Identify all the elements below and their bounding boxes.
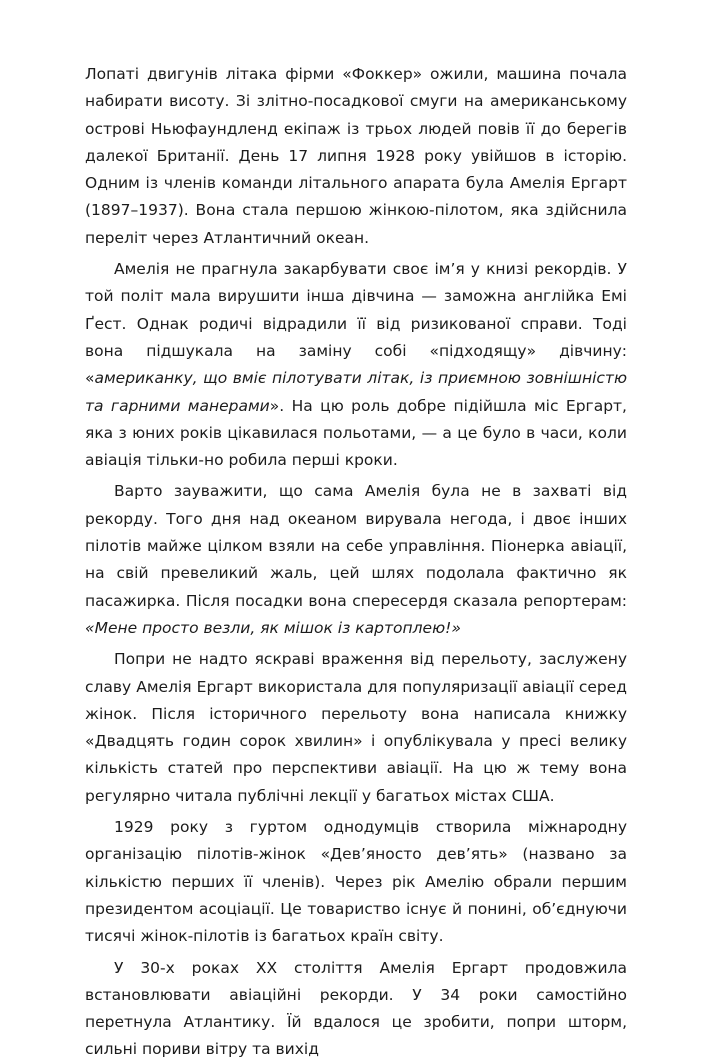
paragraph-5-text: 1929 року з гуртом однодумців створила міжнародну організацію пілотів-жінок «Дев’яносто дев’ять» (названо за кількістю перших її членів). Через рік Амелію обрали першим президентом асоціації. Це товариство існує й понині, об’єднуючи тисячі жінок-пілотів із багатьох країн світу.: [85, 818, 627, 946]
paragraph-2-text-b: ». На цю роль добре підійшла міс Ергарт, яка з юних років цікавилася польотами, — а це було в часи, коли авіація тільки-но робила перші кроки.: [85, 396, 627, 470]
paragraph-3-text: Варто зауважити, що сама Амелія була не в захваті від рекорду. Того дня над океаном вирувала негода, і двоє інших пілотів майже цілком взяли на себе управління. Піонерка авіації, на свій превеликий жаль, цей шлях подолала фактично як пасажирка. Після посадки вона спересердя сказала репортерам:: [85, 482, 627, 610]
paragraph-2: [85, 256, 627, 474]
paragraph-4-text: Попри не надто яскраві враження від перельоту, заслужену славу Амелія Ергарт використала для популяризації авіації серед жінок. Після історичного перельоту вона написала книжку «Двадцять годин сорок хвилин» і опублікувала у пресі велику кількість статей про перспективи авіації. На цю ж тему вона регулярно читала публічні лекції у багатьох містах США.: [85, 650, 627, 805]
paragraph-3: [85, 478, 627, 642]
paragraph-6-text: У 30-х роках XX століття Амелія Ергарт продовжила встановлювати авіаційні рекорди. У 34 роки самостійно перетнула Атлантику. Їй вдалося це зробити, попри шторм, сильні пориви вітру та вихід: [85, 958, 627, 1059]
book-page-text: [85, 61, 627, 1064]
paragraph-3-quote-italic: «Мене просто везли, як мішок із картоплею!»: [85, 618, 461, 637]
paragraph-1-text: Лопаті двигунів літака фірми «Фоккер» ожили, машина почала набирати висоту. Зі злітно-посадкової смуги на американському острові Ньюфаундленд екіпаж із трьох людей повів її до берегів далекої Британії. День 17 липня 1928 року увійшов в історію. Одним із членів команди літального апарата була Амелія Ергарт (1897–1937). Вона стала першою жінкою-пілотом, яка здійснила переліт через Атлантичний океан.: [85, 65, 627, 247]
paragraph-5: [85, 814, 627, 950]
paragraph-2-text-a: Амелія не прагнула закарбувати своє ім’я у книзі рекордів. У той політ мала вирушити інша дівчина — заможна англійка Емі Ґест. Однак родичі відрадили її від ризикованої справи. Тоді вона підшукала на заміну собі «підходящу» дівчину: «: [85, 260, 627, 388]
paragraph-1: [85, 61, 627, 252]
paragraph-4: [85, 646, 627, 810]
paragraph-2-quote-italic: американку, що вміє пілотувати літак, із приємною зовнішністю та гарними манерами: [85, 369, 627, 415]
paragraph-6: [85, 955, 627, 1064]
